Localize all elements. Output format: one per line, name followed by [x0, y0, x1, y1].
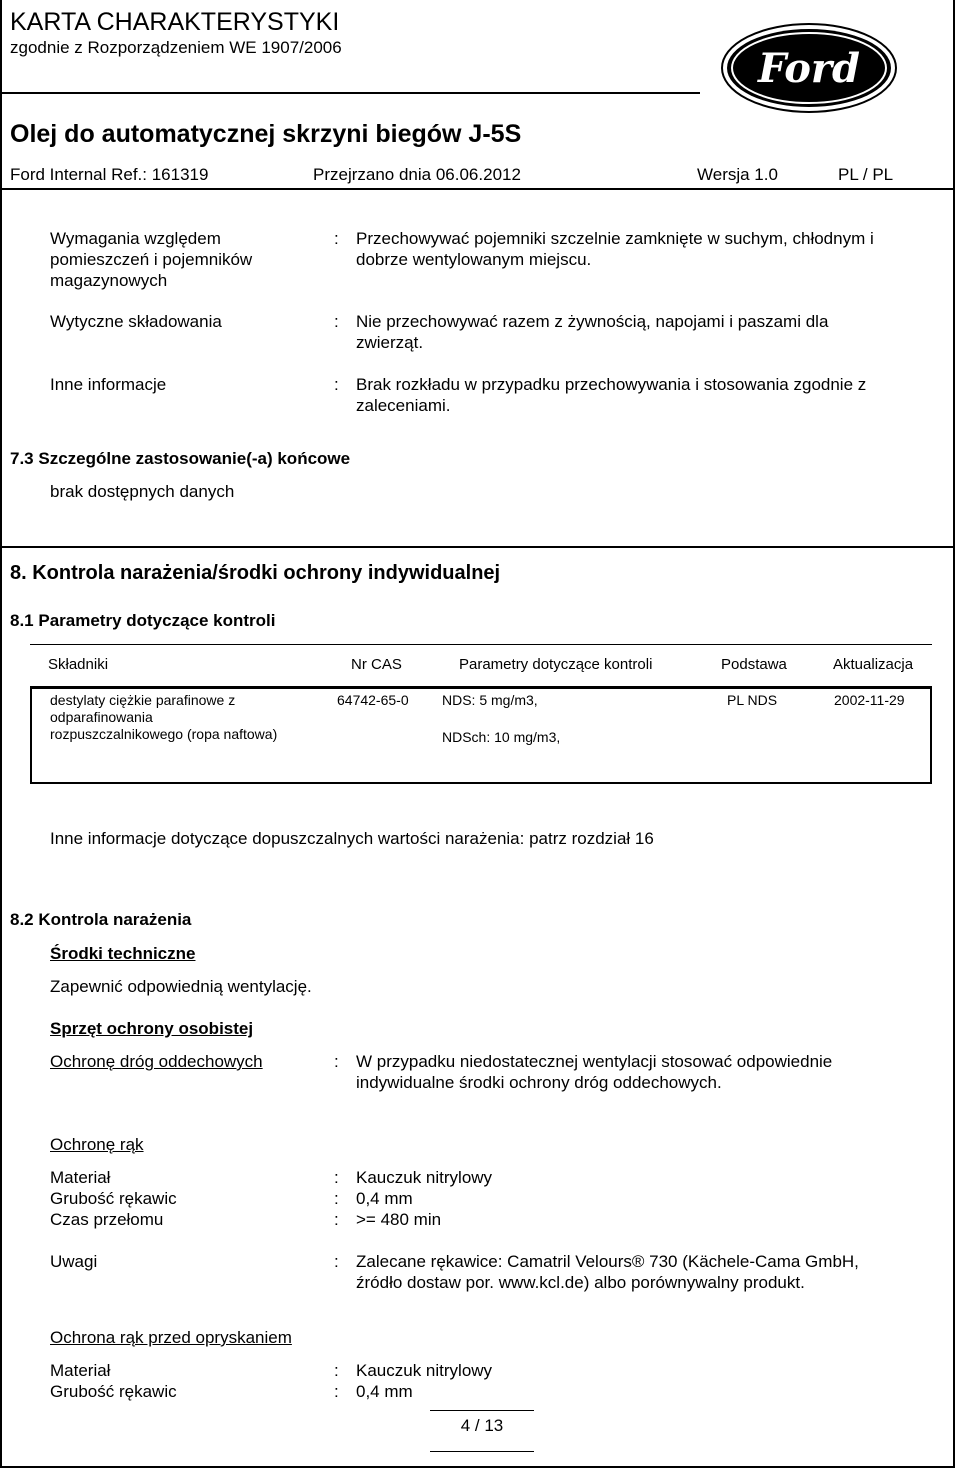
section-8-rule — [0, 546, 955, 548]
respiratory-value: W przypadku niedostatecznej wentylacji stosować odpowiednie indywidualne środki ochrony dróg oddechowych. — [356, 1052, 833, 1092]
remarks-label: Uwagi — [50, 1252, 98, 1271]
ford-ref: Ford Internal Ref.: 161319 — [10, 165, 209, 184]
table-cell-component: destylaty ciężkie parafinowe z odparafinowania rozpuszczalnikowego (ropa naftowa) — [50, 692, 278, 742]
hand-material-value: Kauczuk nitrylowy — [356, 1168, 493, 1187]
splash-protection-heading: Ochrona rąk przed opryskaniem — [50, 1328, 292, 1347]
hand-thickness-label: Grubość rękawic — [50, 1189, 177, 1208]
storage-label-1: Wymagania względem pomieszczeń i pojemników magazynowych — [50, 229, 253, 290]
version: Wersja 1.0 — [697, 165, 778, 184]
hand-material-label: Materiał — [50, 1168, 111, 1187]
table-cell-update: 2002-11-29 — [834, 692, 905, 708]
respiratory-colon: : — [334, 1052, 339, 1071]
header-rule-bottom — [0, 188, 955, 190]
table-right-border — [930, 686, 932, 784]
section-8-2-heading: 8.2 Kontrola narażenia — [10, 910, 192, 929]
hand-thickness-value: 0,4 mm — [356, 1189, 413, 1208]
table-cell-param-2: NDSch: 10 mg/m3, — [442, 729, 561, 745]
table-left-border — [30, 686, 32, 784]
ppe-heading: Sprzęt ochrony osobistej — [50, 1019, 254, 1038]
remarks-value: Zalecane rękawice: Camatril Velours® 730 (Kächele-Cama GmbH, źródło dostaw por. www.kcl.de) albo porównywalny produkt. — [356, 1252, 859, 1292]
table-header-update: Aktualizacja — [833, 656, 914, 673]
table-top-border — [30, 644, 932, 645]
remarks-colon: : — [334, 1252, 339, 1271]
table-bottom-border — [30, 782, 932, 784]
hand-breakthrough-value: >= 480 min — [356, 1210, 442, 1229]
hand-thickness-colon: : — [334, 1189, 339, 1208]
splash-thickness-label: Grubość rękawic — [50, 1382, 177, 1401]
section-8-heading: 8. Kontrola narażenia/środki ochrony indywidualnej — [10, 562, 501, 584]
table-header-divider — [30, 686, 932, 689]
document-title: KARTA CHARAKTERYSTYKI — [10, 8, 340, 36]
table-header-cas: Nr CAS — [351, 656, 402, 673]
splash-thickness-value: 0,4 mm — [356, 1382, 413, 1401]
storage-label-2: Wytyczne składowania — [50, 312, 222, 331]
section-7-3-heading: 7.3 Szczególne zastosowanie(-a) końcowe — [10, 449, 351, 468]
page-number: 4 / 13 — [430, 1410, 534, 1452]
splash-material-colon: : — [334, 1361, 339, 1380]
product-name: Olej do automatycznej skrzyni biegów J-5S — [10, 120, 522, 148]
language: PL / PL — [838, 165, 894, 184]
technical-measures-heading: Środki techniczne — [50, 944, 196, 963]
technical-measures-text: Zapewnić odpowiednią wentylację. — [50, 977, 312, 996]
table-cell-cas: 64742-65-0 — [337, 692, 409, 708]
ford-logo — [720, 22, 898, 114]
header-rule-top — [0, 92, 700, 94]
table-header-params: Parametry dotyczące kontroli — [459, 656, 653, 673]
document-subtitle: zgodnie z Rozporządzeniem WE 1907/2006 — [10, 38, 342, 57]
revision-date: Przejrzano dnia 06.06.2012 — [313, 165, 521, 184]
logo-wordmark: Ford — [758, 45, 860, 92]
splash-material-label: Materiał — [50, 1361, 111, 1380]
storage-label-3: Inne informacje — [50, 375, 167, 394]
storage-colon-3: : — [334, 375, 339, 394]
table-header-basis: Podstawa — [721, 656, 787, 673]
hand-breakthrough-label: Czas przełomu — [50, 1210, 164, 1229]
storage-value-2: Nie przechowywać razem z żywnością, napojami i paszami dla zwierząt. — [356, 312, 829, 352]
table-header-component: Składniki — [48, 656, 109, 673]
section-7-3-text: brak dostępnych danych — [50, 482, 235, 501]
storage-colon-2: : — [334, 312, 339, 331]
hand-material-colon: : — [334, 1168, 339, 1187]
storage-value-1: Przechowywać pojemniki szczelnie zamknięte w suchym, chłodnym i dobrze wentylowanym miejscu. — [356, 229, 874, 269]
splash-thickness-colon: : — [334, 1382, 339, 1401]
storage-colon-1: : — [334, 229, 339, 248]
storage-value-3: Brak rozkładu w przypadku przechowywania i stosowania zgodnie z zaleceniami. — [356, 375, 867, 415]
table-cell-param-1: NDS: 5 mg/m3, — [442, 692, 538, 708]
table-cell-basis: PL NDS — [727, 692, 778, 708]
hand-protection-heading: Ochronę rąk — [50, 1135, 144, 1154]
splash-material-value: Kauczuk nitrylowy — [356, 1361, 493, 1380]
exposure-other-info: Inne informacje dotyczące dopuszczalnych wartości narażenia: patrz rozdział 16 — [50, 829, 654, 848]
respiratory-label: Ochronę dróg oddechowych — [50, 1052, 263, 1071]
hand-breakthrough-colon: : — [334, 1210, 339, 1229]
section-8-1-heading: 8.1 Parametry dotyczące kontroli — [10, 611, 276, 630]
